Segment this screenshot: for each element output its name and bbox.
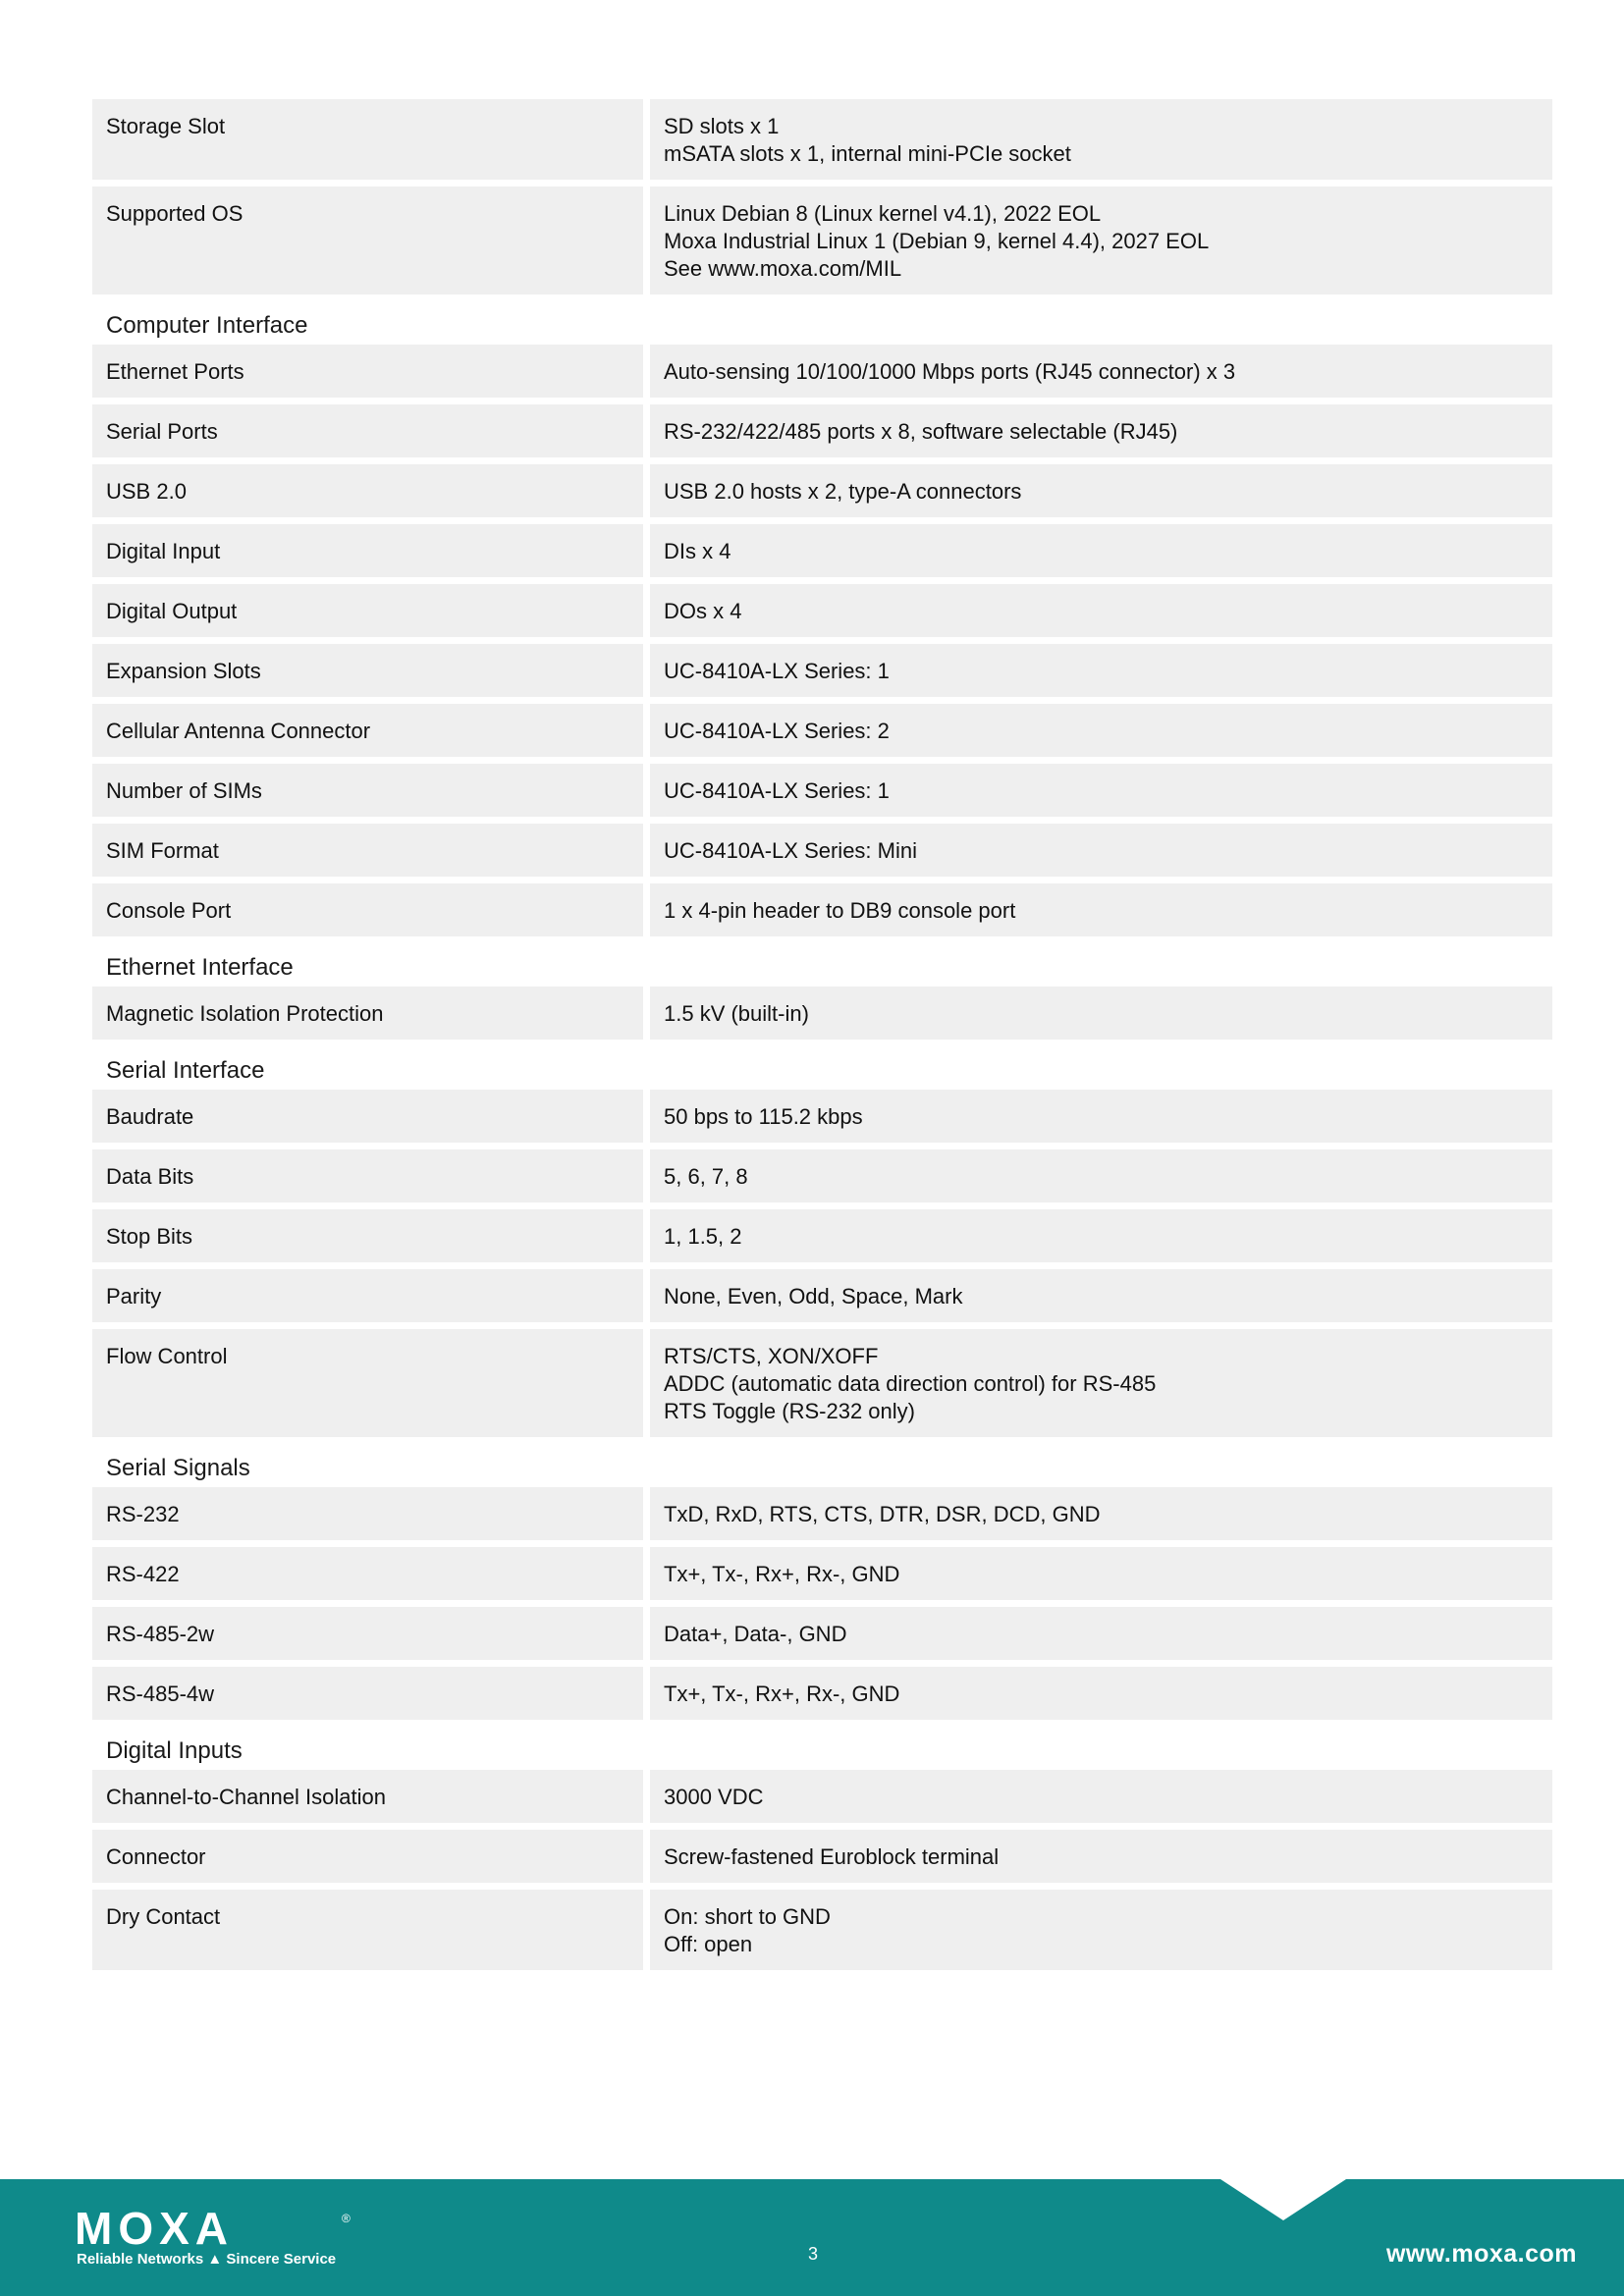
- spec-label: Cellular Antenna Connector: [92, 704, 643, 757]
- spec-label: Console Port: [92, 883, 643, 936]
- spec-value-line: DOs x 4: [664, 599, 742, 623]
- spec-row: [92, 1547, 1552, 1600]
- spec-value: [650, 524, 1552, 577]
- spec-label: Storage Slot: [92, 99, 643, 180]
- spec-value-line: Off: open: [664, 1932, 753, 1956]
- spec-value-line: Screw-fastened Euroblock terminal: [664, 1844, 1000, 1869]
- spec-value-line: UC-8410A-LX Series: 2: [664, 719, 890, 743]
- spec-value: [650, 764, 1552, 817]
- spec-label: Number of SIMs: [92, 764, 643, 817]
- spec-label: Ethernet Ports: [92, 345, 643, 398]
- spec-value: [650, 1487, 1552, 1540]
- spec-value: [650, 584, 1552, 637]
- spec-value-line: DIs x 4: [664, 539, 731, 563]
- spec-row: [92, 824, 1552, 877]
- spec-row: [92, 1269, 1552, 1322]
- spec-value: [650, 824, 1552, 877]
- spec-value-line: UC-8410A-LX Series: 1: [664, 778, 890, 803]
- spec-value: [650, 1607, 1552, 1660]
- spec-value-line: None, Even, Odd, Space, Mark: [664, 1284, 963, 1308]
- spec-value-line: mSATA slots x 1, internal mini-PCIe socket: [664, 141, 1071, 166]
- spec-label: Flow Control: [92, 1329, 643, 1437]
- spec-value: [650, 1770, 1552, 1823]
- spec-label: SIM Format: [92, 824, 643, 877]
- spec-label: RS-232: [92, 1487, 643, 1540]
- spec-value-line: 5, 6, 7, 8: [664, 1164, 748, 1189]
- spec-row: [92, 644, 1552, 697]
- spec-value-line: Auto-sensing 10/100/1000 Mbps ports (RJ45 connector) x 3: [664, 359, 1236, 384]
- spec-row: [92, 987, 1552, 1040]
- spec-value: [650, 883, 1552, 936]
- spec-value-line: 1.5 kV (built-in): [664, 1001, 809, 1026]
- spec-value: [650, 704, 1552, 757]
- spec-value-line: ADDC (automatic data direction control) for RS-485: [664, 1371, 1157, 1396]
- spec-value: [650, 644, 1552, 697]
- spec-value-line: RTS Toggle (RS-232 only): [664, 1399, 915, 1423]
- spec-value: [650, 1149, 1552, 1202]
- logo-registered-mark: ®: [342, 2212, 351, 2225]
- spec-value-line: 50 bps to 115.2 kbps: [664, 1104, 863, 1129]
- spec-row: [92, 1890, 1552, 1970]
- spec-label: RS-485-2w: [92, 1607, 643, 1660]
- section-title: Digital Inputs: [106, 1737, 243, 1764]
- spec-row: [92, 764, 1552, 817]
- spec-row: [92, 1770, 1552, 1823]
- spec-row: [92, 1149, 1552, 1202]
- spec-label: Channel-to-Channel Isolation: [92, 1770, 643, 1823]
- spec-row: [92, 1487, 1552, 1540]
- spec-row: [92, 1090, 1552, 1143]
- spec-row: [92, 1607, 1552, 1660]
- spec-value-line: RTS/CTS, XON/XOFF: [664, 1344, 879, 1368]
- spec-label: Supported OS: [92, 187, 643, 294]
- spec-value: [650, 1830, 1552, 1883]
- page-number: 3: [807, 2244, 818, 2264]
- spec-row: [92, 883, 1552, 936]
- spec-label: Magnetic Isolation Protection: [92, 987, 643, 1040]
- spec-value-line: On: short to GND: [664, 1904, 831, 1929]
- section-title: Ethernet Interface: [106, 954, 294, 981]
- spec-label: USB 2.0: [92, 464, 643, 517]
- spec-label: Parity: [92, 1269, 643, 1322]
- spec-value-line: 1 x 4-pin header to DB9 console port: [664, 898, 1016, 923]
- spec-value-line: SD slots x 1: [664, 114, 780, 138]
- spec-label: Stop Bits: [92, 1209, 643, 1262]
- spec-value: [650, 1269, 1552, 1322]
- section-title: Serial Signals: [106, 1455, 250, 1481]
- spec-label: Digital Output: [92, 584, 643, 637]
- spec-value: [650, 345, 1552, 398]
- spec-row: [92, 584, 1552, 637]
- section-title: Computer Interface: [106, 312, 308, 339]
- spec-value-line: 3000 VDC: [664, 1785, 764, 1809]
- spec-value-line: Data+, Data-, GND: [664, 1622, 847, 1646]
- spec-value: [650, 1890, 1552, 1970]
- spec-label: Dry Contact: [92, 1890, 643, 1970]
- spec-value: [650, 1090, 1552, 1143]
- spec-value-line: Tx+, Tx-, Rx+, Rx-, GND: [664, 1682, 900, 1706]
- spec-value-line: See www.moxa.com/MIL: [664, 256, 902, 281]
- spec-value-line: UC-8410A-LX Series: 1: [664, 659, 890, 683]
- spec-row: [92, 404, 1552, 457]
- spec-value-line: RS-232/422/485 ports x 8, software selectable (RJ45): [664, 419, 1178, 444]
- spec-label: Expansion Slots: [92, 644, 643, 697]
- spec-row: [92, 524, 1552, 577]
- spec-label: RS-485-4w: [92, 1667, 643, 1720]
- logo-wordmark: MOXA: [75, 2207, 234, 2254]
- website-url[interactable]: www.moxa.com: [1385, 2240, 1577, 2268]
- spec-row: [92, 187, 1552, 294]
- spec-value: [650, 187, 1552, 294]
- spec-row: [92, 1667, 1552, 1720]
- spec-value: [650, 1547, 1552, 1600]
- spec-label: Digital Input: [92, 524, 643, 577]
- spec-value: [650, 1209, 1552, 1262]
- spec-row: [92, 1329, 1552, 1437]
- spec-row: [92, 345, 1552, 398]
- spec-value: [650, 1329, 1552, 1437]
- spec-value-line: 1, 1.5, 2: [664, 1224, 742, 1249]
- spec-value-line: Moxa Industrial Linux 1 (Debian 9, kernel 4.4), 2027 EOL: [664, 229, 1210, 253]
- spec-value-line: Tx+, Tx-, Rx+, Rx-, GND: [664, 1562, 900, 1586]
- spec-value-line: USB 2.0 hosts x 2, type-A connectors: [664, 479, 1022, 504]
- spec-value: [650, 987, 1552, 1040]
- spec-value: [650, 99, 1552, 180]
- spec-label: Baudrate: [92, 1090, 643, 1143]
- footer-notch: [1220, 2179, 1346, 2220]
- spec-row: [92, 704, 1552, 757]
- spec-value: [650, 404, 1552, 457]
- spec-value-line: UC-8410A-LX Series: Mini: [664, 838, 917, 863]
- logo-tagline: Reliable Networks ▲ Sincere Service: [77, 2251, 337, 2268]
- spec-row: [92, 99, 1552, 180]
- spec-row: [92, 1830, 1552, 1883]
- spec-value-line: Linux Debian 8 (Linux kernel v4.1), 2022 EOL: [664, 201, 1102, 226]
- spec-label: Connector: [92, 1830, 643, 1883]
- spec-row: [92, 464, 1552, 517]
- spec-label: RS-422: [92, 1547, 643, 1600]
- spec-value-line: TxD, RxD, RTS, CTS, DTR, DSR, DCD, GND: [664, 1502, 1101, 1526]
- spec-table: [92, 99, 1552, 1977]
- spec-row: [92, 1209, 1552, 1262]
- spec-label: Data Bits: [92, 1149, 643, 1202]
- spec-value: [650, 1667, 1552, 1720]
- spec-label: Serial Ports: [92, 404, 643, 457]
- section-title: Serial Interface: [106, 1057, 265, 1084]
- spec-value: [650, 464, 1552, 517]
